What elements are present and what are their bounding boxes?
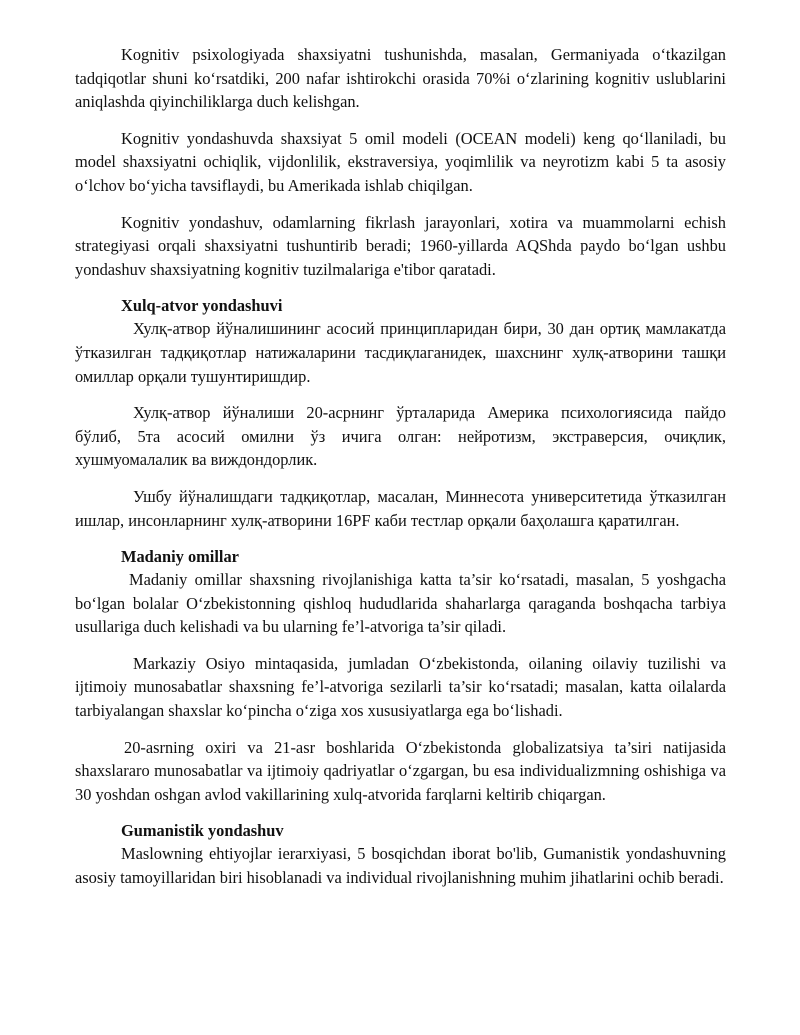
paragraph-cognitive-study: Kognitiv psixologiyada shaxsiyatni tushunishda, masalan, Germaniyada oʻtkazilgan tadqiqotlar shuni koʻrsatdiki, 200 nafar ishtirokchi orasida 70%i oʻzlarining kognitiv uslublarini aniqlashda qiyinchiliklarga duch kelishgan. <box>75 45 726 112</box>
paragraph-cognitive-approach: Kognitiv yondashuv, odamlarning fikrlash jarayonlari, xotira va muammolarni echish strategiyasi orqali shaxsiyatni tushuntirib beradi; 1960-yillarda AQShda paydo boʻlgan ushbu yondashuv shaxsiyatning kognitiv tuzilmalariga e'tibor qaratadi. <box>75 212 726 279</box>
paragraph-culture-family: Markaziy Osiyo mintaqasida, jumladan Oʻzbekistonda, oilaning oilaviy tuzilishi va ijtimoiy munosabatlar shaxsning fe’l-atvoriga sezilarli ta’sir koʻrsatadi; masalan, katta oilalarda tarbiyalangan shaxslar koʻpincha oʻziga xos xususiyatlarga ega boʻlishadi. <box>75 653 726 721</box>
paragraph-ocean-model: Kognitiv yondashuvda shaxsiyat 5 omil modeli (OCEAN modeli) keng qoʻllaniladi, bu model shaxsiyatni ochiqlik, vijdonlilik, ekstraversiya, yoqimlilik va neyrotizm kabi 5 ta asosiy oʻlchov boʻyicha tavsiflaydi, bu Amerikada ishlab chiqilgan. <box>75 128 726 195</box>
heading-behavior-approach: Xulq-atvor yondashuvi <box>121 296 283 316</box>
paragraph-culture-globalization: 20-asrning oxiri va 21-asr boshlarida Oʻzbekistonda globalizatsiya ta’siri natijasida shaxslararo munosabatlar va ijtimoiy qadriyatlar oʻzgargan, bu esa individualizmning oshishiga va 30 yoshdan oshgan avlod vakillarining xulq-atvorida farqlarni keltirib chiqargan. <box>75 737 726 804</box>
heading-cultural-factors: Madaniy omillar <box>121 547 239 567</box>
heading-humanistic-approach: Gumanistik yondashuv <box>121 821 284 841</box>
paragraph-behavior-principle: Хулқ-атвор йўналишининг асосий принципларидан бири, 30 дан ортиқ мамлакатда ўтказилган тадқиқотлар натижаларини тасдиқлаганидек, шахснинг хулқ-атворини ташқи омиллар орқали тушунтиришдир. <box>75 319 726 386</box>
paragraph-behavior-history: Хулқ-атвор йўналиши 20-асрнинг ўрталарида Америка психологиясида пайдо бўлиб, 5та асосий омилни ўз ичига олган: нейротизм, экстраверсия, очиқлик, хушмуомалалик ва виждондорлик. <box>75 403 726 470</box>
paragraph-culture-influence: Madaniy omillar shaxsning rivojlanishiga katta ta’sir koʻrsatadi, masalan, 5 yoshgacha boʻlgan bolalar Oʻzbekistonning qishloq hududlarida shaharlarga qaraganda boshqacha tarbiya usullariga duch kelishadi va bu ularning fe’l-atvoriga ta’sir qiladi. <box>75 570 726 637</box>
document-body <box>75 43 726 903</box>
paragraph-behavior-research: Ушбу йўналишдаги тадқиқотлар, масалан, Миннесота университетида ўтказилган ишлар, инсонларнинг хулқ-атворини 16PF каби тестлар орқали баҳолашга қаратилган. <box>75 486 726 530</box>
paragraph-maslow-hierarchy: Maslowning ehtiyojlar ierarxiyasi, 5 bosqichdan iborat bo'lib, Gumanistik yondashuvning asosiy tamoyillaridan biri hisoblanadi va individual rivojlanishning muhim jihatlarini ochib beradi. <box>75 844 726 888</box>
